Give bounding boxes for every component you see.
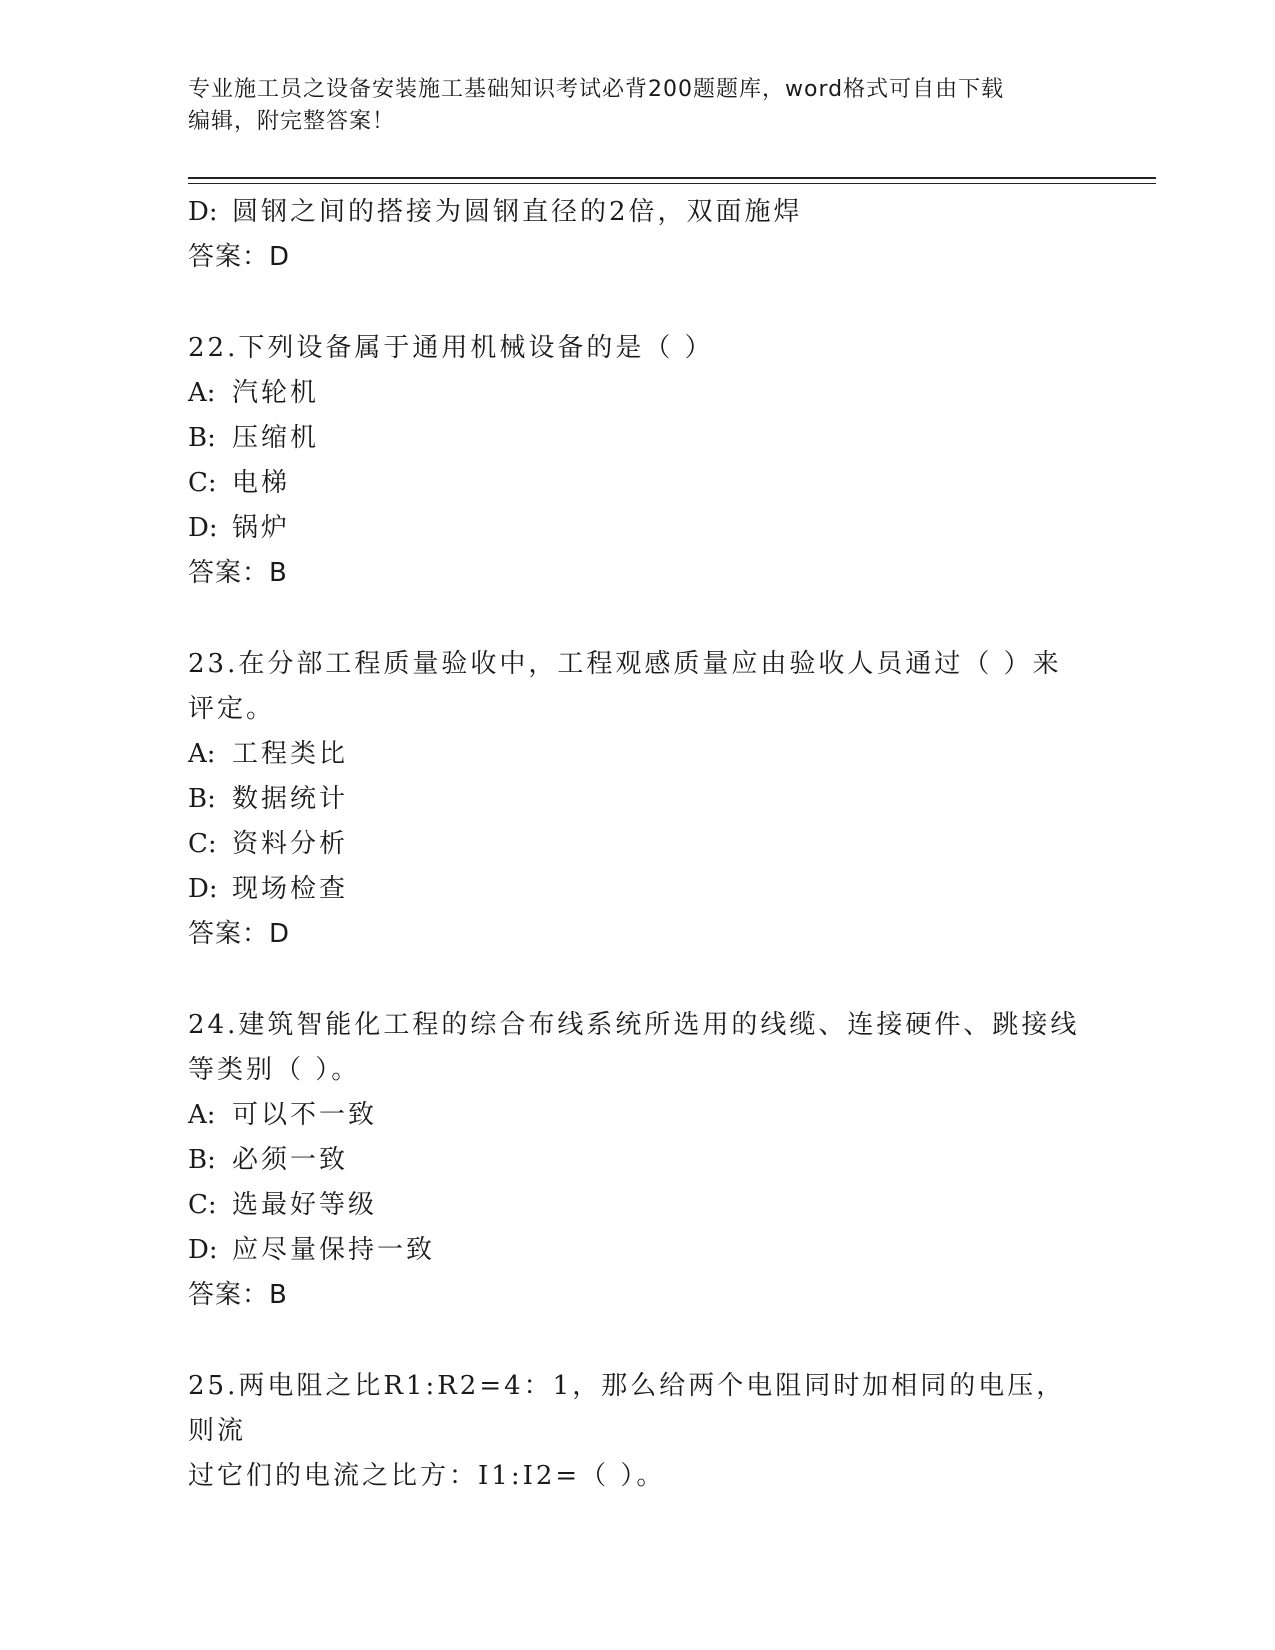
option-key: B:: [188, 423, 216, 453]
option-key: A:: [188, 739, 216, 769]
option-key: D:: [188, 1235, 218, 1265]
question-spacer: [188, 1318, 1088, 1364]
option-text: 应尽量保持一致: [232, 1235, 436, 1265]
option-b: [188, 416, 1088, 461]
option-d: [188, 867, 1088, 912]
option-text: 必须一致: [232, 1145, 349, 1175]
question-spacer: [188, 596, 1088, 642]
question-stem-continued: 等类别（ ）。: [188, 1055, 361, 1085]
option-c: [188, 461, 1088, 506]
option-text: 锅炉: [232, 513, 291, 543]
option-c: [188, 822, 1088, 867]
question-stem: 25.两电阻之比R1:R2=4：1，那么给两个电阻同时加相同的电压，则流: [188, 1371, 1066, 1446]
option-b: [188, 777, 1088, 822]
question-23: [188, 642, 1088, 957]
option-key: C:: [188, 468, 217, 498]
option-c: [188, 1183, 1088, 1228]
question-spacer: [188, 280, 1088, 326]
option-key: D:: [188, 197, 218, 227]
option-text: 工程类比: [232, 739, 349, 769]
option-key: D:: [188, 513, 218, 543]
option-text: 现场检查: [232, 874, 349, 904]
question-stem: 22.下列设备属于通用机械设备的是（ ）: [188, 333, 714, 363]
option-text: 圆钢之间的搭接为圆钢直径的2倍，双面施焊: [232, 197, 803, 227]
answer-line: 答案：B: [188, 558, 288, 588]
question-stem: 24.建筑智能化工程的综合布线系统所选用的线缆、连接硬件、跳接线: [188, 1010, 1080, 1040]
header-line-1: 专业施工员之设备安装施工基础知识考试必背200题题库，word格式可自由下载: [188, 77, 1005, 102]
option-text: 可以不一致: [232, 1100, 378, 1130]
question-24: [188, 1003, 1088, 1318]
question-list: [188, 190, 1088, 1499]
option-d: [188, 506, 1088, 551]
option-a: [188, 1093, 1088, 1138]
option-key: A:: [188, 1100, 216, 1130]
option-a: [188, 371, 1088, 416]
option-key: C:: [188, 1190, 217, 1220]
option-b: [188, 1138, 1088, 1183]
option-key: B:: [188, 1145, 216, 1175]
question-22: [188, 326, 1088, 596]
answer-line: 答案：B: [188, 1280, 288, 1310]
question-spacer: [188, 957, 1088, 1003]
option-text: 资料分析: [232, 829, 349, 859]
document-header: [188, 74, 1068, 138]
option-key: B:: [188, 784, 216, 814]
question-stem-continued: 过它们的电流之比方：I1:I2=（ ）。: [188, 1461, 666, 1491]
option-text: 数据统计: [232, 784, 349, 814]
question-25: [188, 1364, 1088, 1499]
header-line-2: 编辑，附完整答案！: [188, 109, 396, 134]
option-text: 汽轮机: [232, 378, 320, 408]
option-key: A:: [188, 378, 216, 408]
option-key: C:: [188, 829, 217, 859]
question-stem-continued: 评定。: [188, 694, 276, 724]
header-divider-thick: [188, 177, 1156, 179]
question-stem: 23.在分部工程质量验收中，工程观感质量应由验收人员通过（ ）来: [188, 649, 1062, 679]
option-a: [188, 732, 1088, 777]
header-divider-thin: [188, 183, 1156, 184]
option-text: 压缩机: [232, 423, 320, 453]
prev-option-d: [188, 190, 1088, 235]
prev-answer: 答案：D: [188, 242, 291, 272]
option-text: 选最好等级: [232, 1190, 378, 1220]
answer-line: 答案：D: [188, 919, 291, 949]
option-key: D:: [188, 874, 218, 904]
option-text: 电梯: [232, 468, 291, 498]
option-d: [188, 1228, 1088, 1273]
